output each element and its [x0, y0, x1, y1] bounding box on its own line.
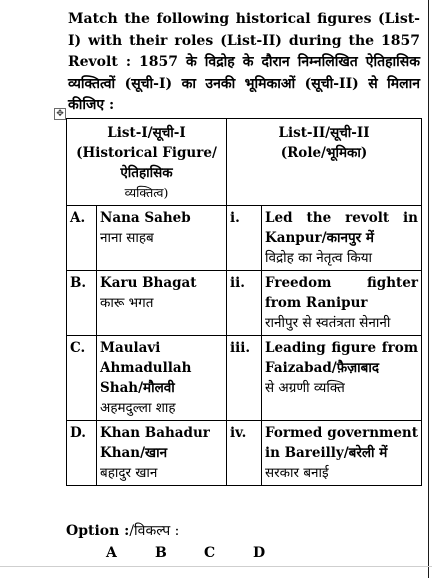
option-label: [66, 521, 179, 540]
role-hindi: से अग्रणी व्यक्ति: [265, 380, 345, 396]
question-english: Match the following historical figures (List-I) with their roles (List-II) during the 1857 Revolt :: [68, 11, 420, 70]
list-1-subtitle: (Historical Figure/ऐतिहासिक: [76, 145, 217, 181]
row-a-figure: [97, 206, 227, 271]
figure-hindi: कारू भगत: [100, 295, 154, 311]
list-1-subtitle-2: व्यक्तित्व): [124, 185, 169, 200]
row-iv-index: iv.: [227, 421, 262, 486]
role-hindi: विद्रोह का नेतृत्व किया: [265, 250, 373, 266]
table-row: [67, 336, 422, 421]
row-b-index: B.: [67, 271, 97, 336]
row-ii-role: [262, 271, 422, 336]
figure-english: Karu Bhagat: [100, 275, 197, 291]
row-d-figure: [97, 421, 227, 486]
option-column-b: B: [155, 545, 167, 561]
figure-english: Khan Bahadur Khan/खान: [100, 425, 210, 461]
row-iii-role: [262, 336, 422, 421]
option-column-c: C: [204, 545, 216, 561]
role-hindi: सरकार बनाई: [265, 465, 329, 481]
role-english: Freedom fighter from Ranipur: [265, 275, 418, 311]
figure-english: Maulavi Ahmadullah Shah/मौलवी: [100, 340, 192, 396]
page-right-border: [428, 0, 429, 578]
row-ii-index: ii.: [227, 271, 262, 336]
role-hindi: रानीपुर से स्वतंत्रता सेनानी: [265, 315, 391, 331]
role-english: Led the revolt in Kanpur/कानपुर में: [265, 210, 418, 246]
role-english: Formed government in Bareilly/बरेली में: [265, 425, 418, 461]
figure-hindi: बहादुर खान: [100, 465, 158, 481]
option-label-english: Option :: [66, 523, 130, 539]
table-row: [67, 421, 422, 486]
question-hindi: 1857 के विद्रोह के दौरान निम्नलिखित ऐतिहासिक व्यक्तित्वों (सूची-I) का उनकी भूमिकाओं (सूची-II) से मिलान कीजिए :: [68, 54, 421, 113]
row-a-index: A.: [67, 206, 97, 271]
question-text: [68, 9, 420, 117]
figure-hindi: नाना साहब: [100, 230, 154, 246]
list-1-title: List-I/सूची-I: [107, 125, 186, 141]
table-header-row: [67, 119, 422, 206]
option-column-a: A: [106, 545, 117, 561]
row-d-index: D.: [67, 421, 97, 486]
row-iv-role: [262, 421, 422, 486]
figure-english: Nana Saheb: [100, 210, 191, 226]
list-1-header: [67, 119, 227, 206]
list-2-subtitle: (Role/भूमिका): [280, 145, 368, 161]
table-row: [67, 271, 422, 336]
move-anchor-icon[interactable]: ✥: [54, 108, 66, 120]
table-row: [67, 206, 422, 271]
row-i-role: [262, 206, 422, 271]
row-b-figure: [97, 271, 227, 336]
row-c-index: C.: [67, 336, 97, 421]
page-bottom-border: [0, 566, 432, 567]
option-label-hindi: /विकल्प :: [129, 523, 180, 539]
row-iii-index: iii.: [227, 336, 262, 421]
figure-hindi: अहमदुल्ला शाह: [100, 400, 176, 416]
row-c-figure: [97, 336, 227, 421]
option-column-d: D: [253, 545, 266, 561]
role-english: Leading figure from Faizabad/फ़ैज़ाबाद: [265, 340, 418, 376]
list-2-header: [227, 119, 422, 206]
option-columns: [106, 545, 302, 561]
list-2-title: List-II/सूची-II: [278, 125, 370, 141]
row-i-index: i.: [227, 206, 262, 271]
match-table: [66, 118, 422, 486]
